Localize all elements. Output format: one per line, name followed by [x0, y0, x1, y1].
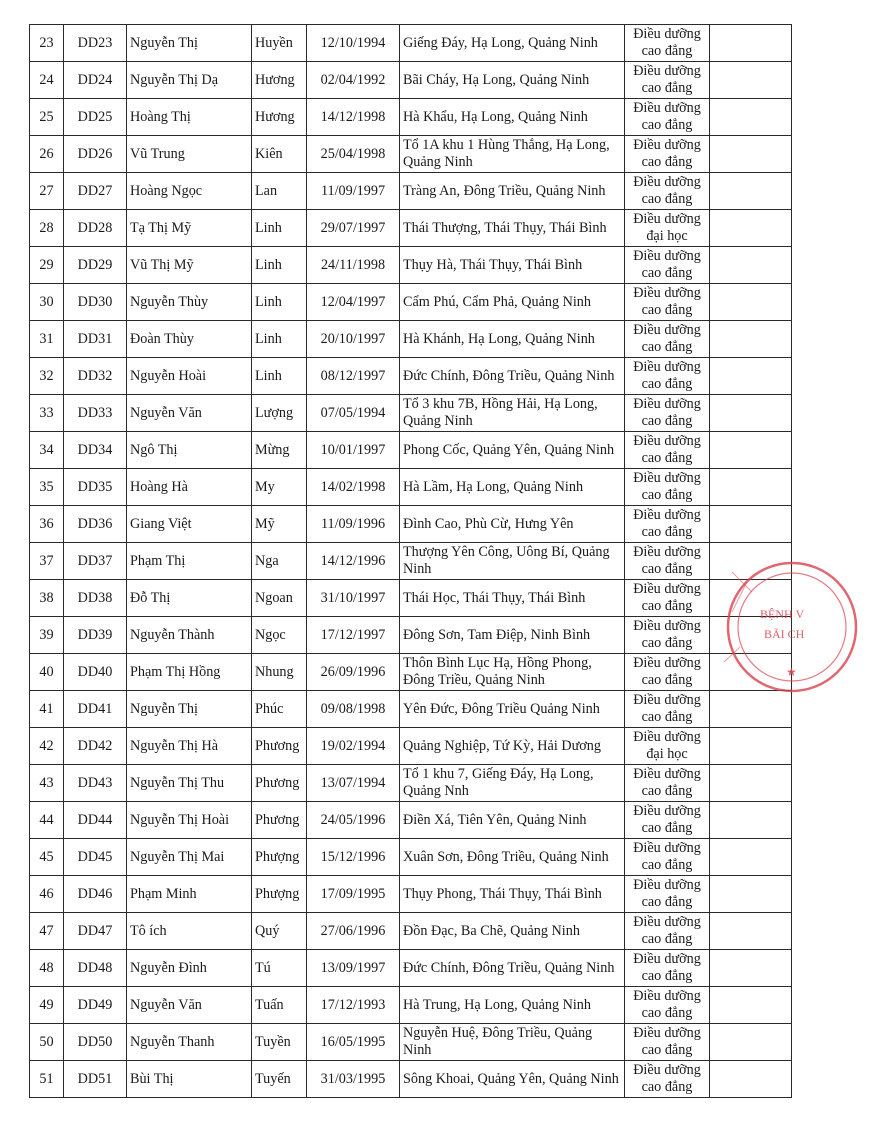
- table-row: [30, 617, 792, 654]
- first-name: Hương: [252, 62, 307, 99]
- date-of-birth: 17/12/1993: [307, 987, 400, 1024]
- qualification: Điều dưỡng cao đẳng: [625, 25, 710, 62]
- hometown-address: Thái Thượng, Thái Thụy, Thái Bình: [400, 210, 625, 247]
- hometown-address: Xuân Sơn, Đông Triều, Quảng Ninh: [400, 839, 625, 876]
- given-names: Hoàng Hà: [127, 469, 252, 506]
- date-of-birth: 08/12/1997: [307, 358, 400, 395]
- staff-code: DD28: [64, 210, 127, 247]
- staff-code: DD51: [64, 1061, 127, 1098]
- qualification: Điều dưỡng cao đẳng: [625, 876, 710, 913]
- given-names: Nguyễn Thị Thu: [127, 765, 252, 802]
- hometown-address: Sông Khoai, Quảng Yên, Quảng Ninh: [400, 1061, 625, 1098]
- row-number: 25: [30, 99, 64, 136]
- given-names: Đỗ Thị: [127, 580, 252, 617]
- first-name: Kiên: [252, 136, 307, 173]
- hometown-address: Cẩm Phú, Cẩm Phả, Quảng Ninh: [400, 284, 625, 321]
- row-number: 32: [30, 358, 64, 395]
- notes-cell: [710, 136, 792, 173]
- qualification: Điều dưỡng cao đẳng: [625, 247, 710, 284]
- table-row: [30, 284, 792, 321]
- row-number: 37: [30, 543, 64, 580]
- table-row: [30, 62, 792, 99]
- table-row: [30, 987, 792, 1024]
- hometown-address: Tràng An, Đông Triều, Quảng Ninh: [400, 173, 625, 210]
- row-number: 23: [30, 25, 64, 62]
- hometown-address: Bãi Cháy, Hạ Long, Quảng Ninh: [400, 62, 625, 99]
- hometown-address: Thượng Yên Công, Uông Bí, Quảng Ninh: [400, 543, 625, 580]
- row-number: 35: [30, 469, 64, 506]
- staff-code: DD27: [64, 173, 127, 210]
- table-row: [30, 321, 792, 358]
- notes-cell: [710, 395, 792, 432]
- qualification: Điều dưỡng cao đẳng: [625, 62, 710, 99]
- qualification: Điều dưỡng cao đẳng: [625, 913, 710, 950]
- date-of-birth: 14/12/1996: [307, 543, 400, 580]
- given-names: Phạm Thị Hồng: [127, 654, 252, 691]
- first-name: Mừng: [252, 432, 307, 469]
- staff-code: DD25: [64, 99, 127, 136]
- given-names: Nguyễn Thị: [127, 691, 252, 728]
- qualification: Điều dưỡng cao đẳng: [625, 136, 710, 173]
- row-number: 47: [30, 913, 64, 950]
- date-of-birth: 20/10/1997: [307, 321, 400, 358]
- hometown-address: Phong Cốc, Quảng Yên, Quảng Ninh: [400, 432, 625, 469]
- notes-cell: [710, 284, 792, 321]
- qualification: Điều dưỡng cao đẳng: [625, 469, 710, 506]
- row-number: 36: [30, 506, 64, 543]
- row-number: 50: [30, 1024, 64, 1061]
- table-row: [30, 543, 792, 580]
- hometown-address: Tổ 1A khu 1 Hùng Thắng, Hạ Long, Quảng Ninh: [400, 136, 625, 173]
- notes-cell: [710, 950, 792, 987]
- row-number: 44: [30, 802, 64, 839]
- date-of-birth: 13/07/1994: [307, 765, 400, 802]
- hometown-address: Giếng Đáy, Hạ Long, Quảng Ninh: [400, 25, 625, 62]
- given-names: Ngô Thị: [127, 432, 252, 469]
- table-row: [30, 802, 792, 839]
- date-of-birth: 29/07/1997: [307, 210, 400, 247]
- staff-code: DD29: [64, 247, 127, 284]
- row-number: 26: [30, 136, 64, 173]
- first-name: Lan: [252, 173, 307, 210]
- hometown-address: Quảng Nghiệp, Tứ Kỳ, Hải Dương: [400, 728, 625, 765]
- first-name: Linh: [252, 358, 307, 395]
- roster-body: [30, 25, 792, 1098]
- first-name: Linh: [252, 284, 307, 321]
- notes-cell: [710, 358, 792, 395]
- first-name: Linh: [252, 247, 307, 284]
- qualification: Điều dưỡng cao đẳng: [625, 506, 710, 543]
- date-of-birth: 02/04/1992: [307, 62, 400, 99]
- hometown-address: Đồn Đạc, Ba Chẽ, Quảng Ninh: [400, 913, 625, 950]
- table-row: [30, 210, 792, 247]
- given-names: Phạm Minh: [127, 876, 252, 913]
- date-of-birth: 19/02/1994: [307, 728, 400, 765]
- staff-code: DD23: [64, 25, 127, 62]
- date-of-birth: 10/01/1997: [307, 432, 400, 469]
- date-of-birth: 17/09/1995: [307, 876, 400, 913]
- first-name: Phượng: [252, 839, 307, 876]
- given-names: Nguyễn Thanh: [127, 1024, 252, 1061]
- table-row: [30, 839, 792, 876]
- notes-cell: [710, 506, 792, 543]
- table-row: [30, 1061, 792, 1098]
- given-names: Giang Việt: [127, 506, 252, 543]
- qualification: Điều dưỡng cao đẳng: [625, 654, 710, 691]
- staff-code: DD31: [64, 321, 127, 358]
- qualification: Điều dưỡng đại học: [625, 210, 710, 247]
- table-row: [30, 913, 792, 950]
- row-number: 40: [30, 654, 64, 691]
- table-row: [30, 469, 792, 506]
- row-number: 39: [30, 617, 64, 654]
- qualification: Điều dưỡng cao đẳng: [625, 765, 710, 802]
- first-name: Tuyến: [252, 1061, 307, 1098]
- qualification: Điều dưỡng cao đẳng: [625, 1024, 710, 1061]
- row-number: 42: [30, 728, 64, 765]
- hometown-address: Thụy Hà, Thái Thụy, Thái Bình: [400, 247, 625, 284]
- staff-code: DD41: [64, 691, 127, 728]
- table-row: [30, 950, 792, 987]
- qualification: Điều dưỡng cao đẳng: [625, 432, 710, 469]
- table-row: [30, 1024, 792, 1061]
- notes-cell: [710, 728, 792, 765]
- notes-cell: [710, 432, 792, 469]
- date-of-birth: 14/12/1998: [307, 99, 400, 136]
- given-names: Nguyễn Thị Dạ: [127, 62, 252, 99]
- row-number: 28: [30, 210, 64, 247]
- hometown-address: Thụy Phong, Thái Thụy, Thái Bình: [400, 876, 625, 913]
- given-names: Tạ Thị Mỹ: [127, 210, 252, 247]
- staff-code: DD33: [64, 395, 127, 432]
- qualification: Điều dưỡng cao đẳng: [625, 1061, 710, 1098]
- staff-code: DD46: [64, 876, 127, 913]
- table-row: [30, 506, 792, 543]
- notes-cell: [710, 987, 792, 1024]
- staff-code: DD48: [64, 950, 127, 987]
- date-of-birth: 16/05/1995: [307, 1024, 400, 1061]
- hometown-address: Thái Học, Thái Thụy, Thái Bình: [400, 580, 625, 617]
- given-names: Nguyễn Văn: [127, 395, 252, 432]
- row-number: 49: [30, 987, 64, 1024]
- date-of-birth: 27/06/1996: [307, 913, 400, 950]
- staff-code: DD45: [64, 839, 127, 876]
- notes-cell: [710, 247, 792, 284]
- seal-text-line2: BÃI CH: [764, 627, 805, 641]
- staff-code: DD32: [64, 358, 127, 395]
- given-names: Nguyễn Thị: [127, 25, 252, 62]
- qualification: Điều dưỡng cao đẳng: [625, 839, 710, 876]
- row-number: 45: [30, 839, 64, 876]
- first-name: My: [252, 469, 307, 506]
- given-names: Nguyễn Thị Hà: [127, 728, 252, 765]
- given-names: Nguyễn Văn: [127, 987, 252, 1024]
- seal-star-icon: ★: [786, 665, 797, 679]
- hometown-address: Hà Lầm, Hạ Long, Quảng Ninh: [400, 469, 625, 506]
- date-of-birth: 15/12/1996: [307, 839, 400, 876]
- table-row: [30, 25, 792, 62]
- staff-code: DD37: [64, 543, 127, 580]
- hometown-address: Yên Đức, Đông Triều Quảng Ninh: [400, 691, 625, 728]
- date-of-birth: 25/04/1998: [307, 136, 400, 173]
- table-row: [30, 99, 792, 136]
- date-of-birth: 07/05/1994: [307, 395, 400, 432]
- notes-cell: [710, 839, 792, 876]
- row-number: 27: [30, 173, 64, 210]
- hometown-address: Thôn Bình Lục Hạ, Hồng Phong, Đông Triều, Quảng Ninh: [400, 654, 625, 691]
- row-number: 51: [30, 1061, 64, 1098]
- table-row: [30, 247, 792, 284]
- date-of-birth: 31/10/1997: [307, 580, 400, 617]
- row-number: 24: [30, 62, 64, 99]
- staff-code: DD40: [64, 654, 127, 691]
- first-name: Linh: [252, 210, 307, 247]
- given-names: Nguyễn Đình: [127, 950, 252, 987]
- seal-text-line1: BỆNH V: [760, 607, 805, 621]
- row-number: 48: [30, 950, 64, 987]
- first-name: Tú: [252, 950, 307, 987]
- row-number: 34: [30, 432, 64, 469]
- row-number: 38: [30, 580, 64, 617]
- first-name: Phúc: [252, 691, 307, 728]
- staff-code: DD24: [64, 62, 127, 99]
- row-number: 41: [30, 691, 64, 728]
- qualification: Điều dưỡng cao đẳng: [625, 358, 710, 395]
- notes-cell: [710, 1024, 792, 1061]
- staff-code: DD49: [64, 987, 127, 1024]
- staff-code: DD42: [64, 728, 127, 765]
- qualification: Điều dưỡng cao đẳng: [625, 321, 710, 358]
- hometown-address: Hà Trung, Hạ Long, Quảng Ninh: [400, 987, 625, 1024]
- table-row: [30, 728, 792, 765]
- table-row: [30, 136, 792, 173]
- date-of-birth: 17/12/1997: [307, 617, 400, 654]
- staff-code: DD44: [64, 802, 127, 839]
- date-of-birth: 24/05/1996: [307, 802, 400, 839]
- table-row: [30, 395, 792, 432]
- notes-cell: [710, 62, 792, 99]
- date-of-birth: 12/10/1994: [307, 25, 400, 62]
- row-number: 30: [30, 284, 64, 321]
- table-row: [30, 580, 792, 617]
- table-row: [30, 765, 792, 802]
- staff-code: DD36: [64, 506, 127, 543]
- notes-cell: [710, 469, 792, 506]
- notes-cell: [710, 913, 792, 950]
- hometown-address: Hà Khánh, Hạ Long, Quảng Ninh: [400, 321, 625, 358]
- first-name: Phương: [252, 765, 307, 802]
- first-name: Lượng: [252, 395, 307, 432]
- given-names: Hoàng Thị: [127, 99, 252, 136]
- given-names: Bùi Thị: [127, 1061, 252, 1098]
- date-of-birth: 14/02/1998: [307, 469, 400, 506]
- qualification: Điều dưỡng cao đẳng: [625, 395, 710, 432]
- first-name: Ngọc: [252, 617, 307, 654]
- first-name: Linh: [252, 321, 307, 358]
- given-names: Nguyễn Thùy: [127, 284, 252, 321]
- row-number: 29: [30, 247, 64, 284]
- date-of-birth: 24/11/1998: [307, 247, 400, 284]
- date-of-birth: 12/04/1997: [307, 284, 400, 321]
- qualification: Điều dưỡng cao đẳng: [625, 543, 710, 580]
- first-name: Hương: [252, 99, 307, 136]
- notes-cell: [710, 876, 792, 913]
- first-name: Tuyền: [252, 1024, 307, 1061]
- table-row: [30, 691, 792, 728]
- notes-cell: [710, 1061, 792, 1098]
- staff-code: DD47: [64, 913, 127, 950]
- official-seal: [712, 552, 872, 702]
- first-name: Ngoan: [252, 580, 307, 617]
- qualification: Điều dưỡng cao đẳng: [625, 987, 710, 1024]
- staff-code: DD30: [64, 284, 127, 321]
- row-number: 33: [30, 395, 64, 432]
- hometown-address: Tổ 3 khu 7B, Hồng Hải, Hạ Long, Quảng Ninh: [400, 395, 625, 432]
- given-names: Hoàng Ngọc: [127, 173, 252, 210]
- hometown-address: Đức Chính, Đông Triều, Quảng Ninh: [400, 358, 625, 395]
- first-name: Phượng: [252, 876, 307, 913]
- notes-cell: [710, 25, 792, 62]
- date-of-birth: 11/09/1997: [307, 173, 400, 210]
- qualification: Điều dưỡng đại học: [625, 728, 710, 765]
- hometown-address: Đông Sơn, Tam Điệp, Ninh Bình: [400, 617, 625, 654]
- staff-code: DD26: [64, 136, 127, 173]
- hometown-address: Đức Chính, Đông Triều, Quảng Ninh: [400, 950, 625, 987]
- given-names: Nguyễn Thành: [127, 617, 252, 654]
- date-of-birth: 13/09/1997: [307, 950, 400, 987]
- given-names: Tô ích: [127, 913, 252, 950]
- hometown-address: Đình Cao, Phù Cừ, Hưng Yên: [400, 506, 625, 543]
- staff-code: DD43: [64, 765, 127, 802]
- date-of-birth: 11/09/1996: [307, 506, 400, 543]
- staff-code: DD35: [64, 469, 127, 506]
- notes-cell: [710, 765, 792, 802]
- notes-cell: [710, 802, 792, 839]
- notes-cell: [710, 321, 792, 358]
- qualification: Điều dưỡng cao đẳng: [625, 802, 710, 839]
- qualification: Điều dưỡng cao đẳng: [625, 580, 710, 617]
- first-name: Phương: [252, 802, 307, 839]
- qualification: Điều dưỡng cao đẳng: [625, 617, 710, 654]
- first-name: Tuấn: [252, 987, 307, 1024]
- table-row: [30, 654, 792, 691]
- given-names: Vũ Trung: [127, 136, 252, 173]
- first-name: Mỹ: [252, 506, 307, 543]
- row-number: 46: [30, 876, 64, 913]
- date-of-birth: 26/09/1996: [307, 654, 400, 691]
- qualification: Điều dưỡng cao đẳng: [625, 691, 710, 728]
- first-name: Nga: [252, 543, 307, 580]
- roster-table: [29, 24, 792, 1098]
- staff-code: DD50: [64, 1024, 127, 1061]
- table-row: [30, 358, 792, 395]
- table-row: [30, 876, 792, 913]
- hometown-address: Tổ 1 khu 7, Giếng Đáy, Hạ Long, Quảng Nnh: [400, 765, 625, 802]
- given-names: Nguyễn Hoài: [127, 358, 252, 395]
- given-names: Phạm Thị: [127, 543, 252, 580]
- date-of-birth: 31/03/1995: [307, 1061, 400, 1098]
- staff-code: DD39: [64, 617, 127, 654]
- table-row: [30, 432, 792, 469]
- notes-cell: [710, 99, 792, 136]
- given-names: Nguyễn Thị Hoài: [127, 802, 252, 839]
- given-names: Nguyễn Thị Mai: [127, 839, 252, 876]
- given-names: Vũ Thị Mỹ: [127, 247, 252, 284]
- first-name: Quý: [252, 913, 307, 950]
- qualification: Điều dưỡng cao đẳng: [625, 173, 710, 210]
- notes-cell: [710, 210, 792, 247]
- table-row: [30, 173, 792, 210]
- given-names: Đoàn Thùy: [127, 321, 252, 358]
- row-number: 31: [30, 321, 64, 358]
- first-name: Nhung: [252, 654, 307, 691]
- qualification: Điều dưỡng cao đẳng: [625, 99, 710, 136]
- hometown-address: Nguyễn Huệ, Đông Triều, Quảng Ninh: [400, 1024, 625, 1061]
- hometown-address: Hà Khẩu, Hạ Long, Quảng Ninh: [400, 99, 625, 136]
- row-number: 43: [30, 765, 64, 802]
- qualification: Điều dưỡng cao đẳng: [625, 284, 710, 321]
- first-name: Huyền: [252, 25, 307, 62]
- date-of-birth: 09/08/1998: [307, 691, 400, 728]
- hometown-address: Điền Xá, Tiên Yên, Quảng Ninh: [400, 802, 625, 839]
- notes-cell: [710, 173, 792, 210]
- first-name: Phương: [252, 728, 307, 765]
- qualification: Điều dưỡng cao đẳng: [625, 950, 710, 987]
- staff-code: DD34: [64, 432, 127, 469]
- staff-code: DD38: [64, 580, 127, 617]
